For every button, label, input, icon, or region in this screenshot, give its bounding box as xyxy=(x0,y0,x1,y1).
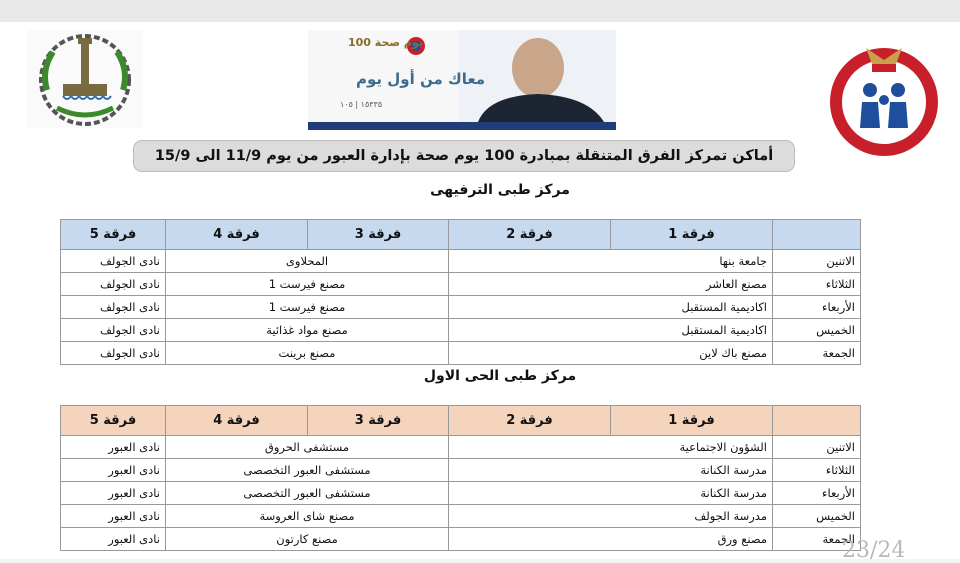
team1-cell: مصنع باك لاين xyxy=(449,342,773,365)
team5-cell: نادى العبور xyxy=(61,482,166,505)
day-cell: الاتنين xyxy=(773,436,861,459)
governorate-logo xyxy=(27,30,143,128)
team1-cell: الشؤون الاجتماعية xyxy=(449,436,773,459)
day-cell: الثلاثاء xyxy=(773,273,861,296)
header-team-1: فرقة 1 xyxy=(611,220,773,250)
header-team-3: فرقة 3 xyxy=(308,406,449,436)
team5-cell: نادى الجولف xyxy=(61,342,166,365)
team3-cell: المحلاوى xyxy=(166,250,449,273)
section-title-hay-awal: مركز طبى الحى الاول xyxy=(423,368,577,384)
day-cell: الخميس xyxy=(773,505,861,528)
day-cell: الاتنين xyxy=(773,250,861,273)
ministry-emblem-icon xyxy=(826,38,942,156)
section-title-tarfihi: مركز طبى الترفيهى xyxy=(430,182,570,198)
page-number: 23/24 xyxy=(842,538,906,563)
schedule-table-tarfihi xyxy=(60,219,861,365)
document-title: أماكن تمركز الفرق المتنقلة بمبادرة 100 يوم صحة بإدارة العبور من يوم 11/9 الى 15/9 xyxy=(133,140,795,172)
header-team-2: فرقة 2 xyxy=(449,406,611,436)
viewer-top-bar xyxy=(0,0,960,23)
team3-cell: مستشفى العبور التخصصى xyxy=(166,459,449,482)
team5-cell: نادى العبور xyxy=(61,505,166,528)
team5-cell: نادى العبور xyxy=(61,459,166,482)
banner-slogan: معاك من أول يوم xyxy=(356,70,486,88)
team1-cell: مدرسة الكنانة xyxy=(449,482,773,505)
table-row xyxy=(61,319,861,342)
team5-cell: نادى الجولف xyxy=(61,319,166,342)
header-team-5: فرقة 5 xyxy=(61,406,166,436)
team3-cell: مستشفى الحروق xyxy=(166,436,449,459)
header-team-1: فرقة 1 xyxy=(611,406,773,436)
day-cell: الأربعاء xyxy=(773,296,861,319)
team5-cell: نادى الجولف xyxy=(61,296,166,319)
header-team-2: فرقة 2 xyxy=(449,220,611,250)
day-cell: الجمعة xyxy=(773,528,861,551)
header-team-4: فرقة 4 xyxy=(166,406,308,436)
ministry-of-health-logo xyxy=(826,38,942,156)
team3-cell: مصنع برينت xyxy=(166,342,449,365)
table-row xyxy=(61,482,861,505)
table-row xyxy=(61,505,861,528)
team3-cell: مصنع فيرست 1 xyxy=(166,296,449,319)
day-cell: الثلاثاء xyxy=(773,459,861,482)
team1-cell: مصنع العاشر xyxy=(449,273,773,296)
team5-cell: نادى الجولف xyxy=(61,273,166,296)
team3-cell: مصنع كارتون xyxy=(166,528,449,551)
team3-cell: مصنع شاى العروسة xyxy=(166,505,449,528)
header-team-5: فرقة 5 xyxy=(61,220,166,250)
table-row xyxy=(61,296,861,319)
campaign-banner xyxy=(308,30,616,130)
banner-campaign-logo: 100 يوم صحة xyxy=(348,36,423,49)
banner-hotline: ١٥٣٣٥ | ١٠٥ xyxy=(340,100,383,109)
banner-bottom-strip xyxy=(308,122,616,130)
table-row xyxy=(61,273,861,296)
team1-cell: اكاديمية المستقبل xyxy=(449,319,773,342)
team1-cell: مدرسة الكنانة xyxy=(449,459,773,482)
team5-cell: نادى الجولف xyxy=(61,250,166,273)
team3-cell: مستشفى العبور التخصصى xyxy=(166,482,449,505)
governorate-emblem-icon xyxy=(27,30,143,128)
header-day-cell xyxy=(773,406,861,436)
table-row xyxy=(61,250,861,273)
table-row xyxy=(61,528,861,551)
day-cell: الجمعة xyxy=(773,342,861,365)
team3-cell: مصنع فيرست 1 xyxy=(166,273,449,296)
team3-cell: مصنع مواد غذائية xyxy=(166,319,449,342)
team5-cell: نادى العبور xyxy=(61,436,166,459)
header-team-3: فرقة 3 xyxy=(308,220,449,250)
team1-cell: مصنع ورق xyxy=(449,528,773,551)
team5-cell: نادى العبور xyxy=(61,528,166,551)
table-header-row xyxy=(61,220,861,250)
table-row xyxy=(61,459,861,482)
team1-cell: مدرسة الجولف xyxy=(449,505,773,528)
schedule-table-hay-awal xyxy=(60,405,861,551)
team1-cell: اكاديمية المستقبل xyxy=(449,296,773,319)
table-row xyxy=(61,342,861,365)
day-cell: الأربعاء xyxy=(773,482,861,505)
team1-cell: جامعة بنها xyxy=(449,250,773,273)
header-day-cell xyxy=(773,220,861,250)
table-row xyxy=(61,436,861,459)
table-header-row xyxy=(61,406,861,436)
day-cell: الخميس xyxy=(773,319,861,342)
header-team-4: فرقة 4 xyxy=(166,220,308,250)
